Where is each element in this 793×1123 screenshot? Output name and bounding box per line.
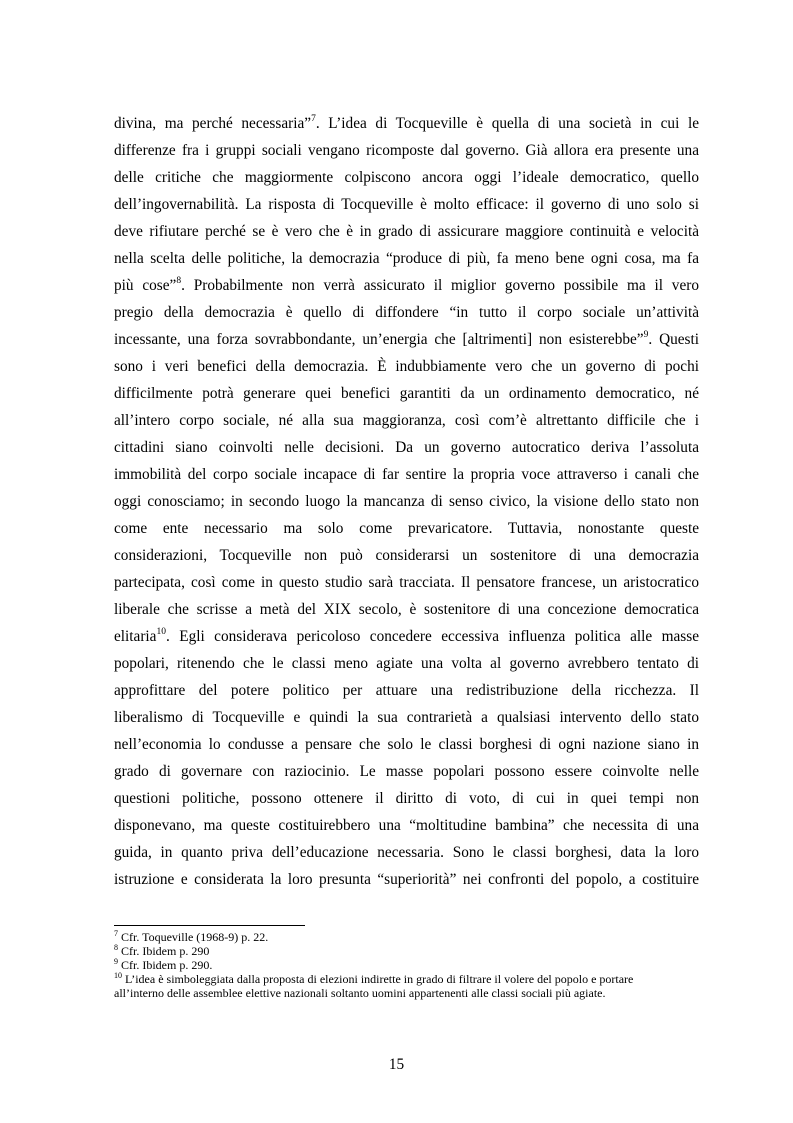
text-line: divina, ma perché necessaria”$^7$. L’idea di Tocqueville è quella di una società in cui le — [114, 113, 699, 132]
text-line: all’intero corpo sociale, né alla sua maggioranza, così com’è altrettanto difficile che i — [114, 412, 699, 429]
footnote-reference[interactable]: 8 — [176, 275, 182, 286]
footnote-reference[interactable]: 10 — [156, 626, 166, 637]
footnote-number: 7 — [114, 929, 118, 938]
footnote-reference[interactable]: 9 — [643, 329, 649, 340]
footnote: all’interno delle assemblee elettive nazionali soltanto uomini appartenenti alle classi sociali più agiate. — [114, 986, 606, 1000]
text-line: differenze fra i gruppi sociali vengano ricomposte dal governo. Già allora era presente una — [114, 142, 699, 159]
footnote: $^9$ Cfr. Ibidem p. 290. — [114, 957, 213, 972]
text-line: nella scelta delle politiche, la democrazia “produce di più, fa meno bene ogni cosa, ma fa — [114, 250, 699, 267]
text-line: approfittare del potere politico per attuare una redistribuzione della ricchezza. Il — [114, 682, 699, 699]
text-line: come ente necessario ma solo come prevaricatore. Tuttavia, nonostante queste — [114, 520, 699, 537]
footnote: $^7$ Cfr. Toqueville (1968-9) p. 22. — [114, 929, 269, 944]
footnote: $^{10}$ L’idea è simboleggiata dalla proposta di elezioni indirette in grado di filtrare il volere del popolo e portare — [114, 971, 634, 986]
text-line: dell’ingovernabilità. La risposta di Tocqueville è molto efficace: il governo di uno solo si — [114, 196, 699, 213]
text-line: difficilmente potrà generare quei benefici garantiti da un ordinamento democratico, né — [114, 385, 699, 402]
text-line: cittadini siano coinvolti nelle decisioni. Da un governo autocratico deriva l’assoluta — [114, 439, 699, 456]
footnote-number: 8 — [114, 943, 118, 952]
text-line: elitaria$^{10}$. Egli considerava pericoloso concedere eccessiva influenza politica alle masse — [114, 626, 699, 645]
page-number: 15 — [388, 1056, 405, 1073]
footnote: $^8$ Cfr. Ibidem p. 290 — [114, 943, 210, 958]
text-line: delle critiche che maggiormente colpiscono ancora oggi l’ideale democratico, quello — [114, 169, 699, 186]
text-line: istruzione e considerata la loro presunta “superiorità” nei confronti del popolo, a costituire — [114, 871, 699, 888]
text-line: considerazioni, Tocqueville non può considerarsi un sostenitore di una democrazia — [114, 547, 699, 564]
text-line: guida, in quanto priva dell’educazione necessaria. Sono le classi borghesi, data la loro — [114, 844, 699, 861]
text-line: disponevano, ma queste costituirebbero una “moltitudine bambina” che necessita di una — [114, 817, 699, 834]
main-text — [114, 110, 699, 893]
text-line: oggi conosciamo; in secondo luogo la mancanza di senso civico, la visione dello stato non — [114, 493, 699, 510]
text-line: grado di governare con raziocinio. Le masse popolari possono essere coinvolte nelle — [114, 763, 699, 780]
text-line: immobilità del corpo sociale incapace di far sentire la propria voce attraverso i canali che — [114, 466, 699, 483]
text-line: liberalismo di Tocqueville e quindi la sua contrarietà a qualsiasi intervento dello stato — [114, 709, 699, 726]
text-line: deve rifiutare perché se è vero che è in grado di assicurare maggiore continuità e velocità — [114, 223, 699, 240]
footnote-separator — [114, 925, 305, 926]
footnote-number: 10 — [114, 971, 122, 980]
text-line: pregio della democrazia è quello di diffondere “in tutto il corpo sociale un’attività — [114, 304, 699, 321]
text-line: sono i veri benefici della democrazia. È indubbiamente vero che un governo di pochi — [114, 358, 699, 375]
footnotes — [114, 930, 704, 1000]
text-line: partecipata, così come in questo studio sarà tracciata. Il pensatore francese, un aristocratico — [114, 574, 699, 591]
text-line: incessante, una forza sovrabbondante, un’energia che [altrimenti] non esisterebbe”$^9$. Questi — [114, 329, 699, 348]
text-line: nell’economia lo condusse a pensare che solo le classi borghesi di ogni nazione siano in — [114, 736, 699, 753]
text-line: popolari, ritenendo che le classi meno agiate una volta al governo avrebbero tentato di — [114, 655, 699, 672]
footnote-number: 9 — [114, 957, 118, 966]
text-line: più cose”$^8$. Probabilmente non verrà assicurato il miglior governo possibile ma il vero — [114, 275, 699, 294]
footnote-reference[interactable]: 7 — [311, 113, 316, 124]
text-line: liberale che scrisse a metà del XIX secolo, è sostenitore di una concezione democratica — [114, 601, 699, 618]
text-line: questioni politiche, possono ottenere il diritto di voto, di cui in quei tempi non — [114, 790, 699, 807]
